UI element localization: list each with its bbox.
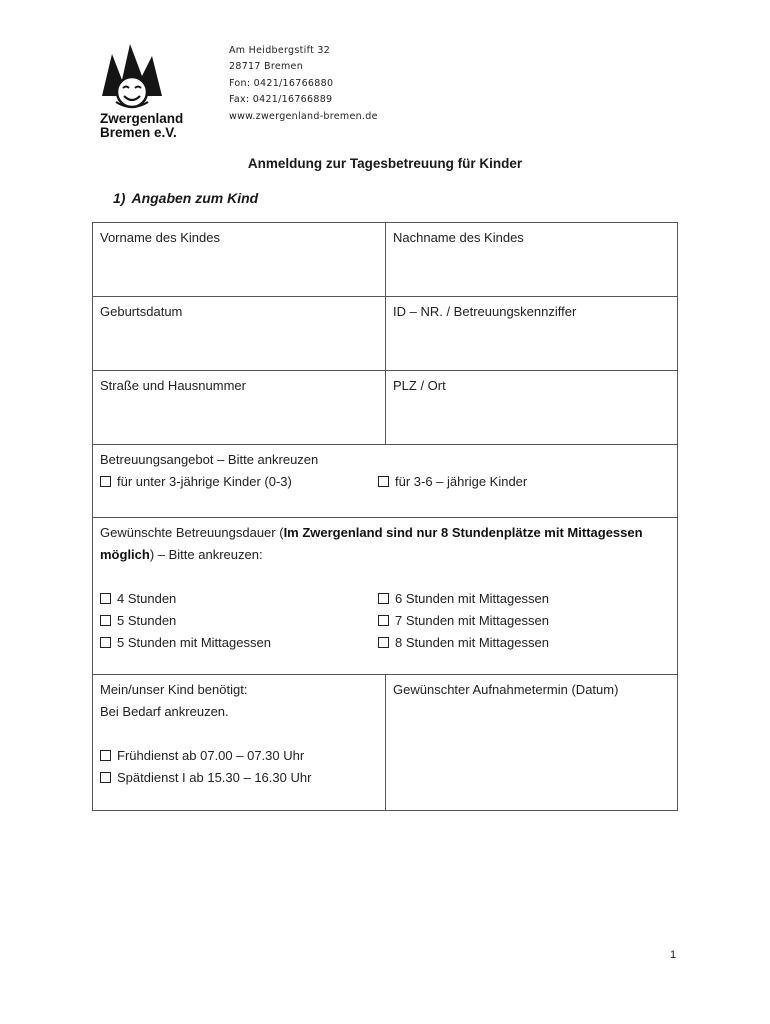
section-heading <box>113 190 258 206</box>
betreuungsangebot-cell <box>93 445 677 517</box>
address-city: 28717 Bremen <box>229 61 304 73</box>
option-fruehdienst[interactable]: Frühdienst ab 07.00 – 07.30 Uhr <box>100 745 378 767</box>
option-8-stunden-mittag[interactable]: 8 Stunden mit Mittagessen <box>378 632 549 654</box>
registration-form-table <box>92 222 678 811</box>
option-4-stunden[interactable]: 4 Stunden <box>100 588 378 610</box>
checkbox-icon[interactable] <box>378 615 389 626</box>
form-row-betreuungsdauer <box>93 518 677 675</box>
option-unter-3[interactable]: für unter 3-jährige Kinder (0-3) <box>100 471 378 493</box>
checkbox-icon[interactable] <box>100 750 111 761</box>
zwergenland-logo-icon <box>96 40 168 112</box>
page-number: 1 <box>670 949 677 961</box>
strasse-label: Straße und Hausnummer <box>100 378 246 393</box>
section-title: Angaben zum Kind <box>131 190 259 206</box>
strasse-field[interactable] <box>93 371 386 444</box>
bedarf-hint: Bei Bedarf ankreuzen. <box>100 704 229 719</box>
option-6-stunden-mittag[interactable]: 6 Stunden mit Mittagessen <box>378 588 549 610</box>
nachname-label: Nachname des Kindes <box>393 230 524 245</box>
geburtsdatum-label: Geburtsdatum <box>100 304 183 319</box>
checkbox-icon[interactable] <box>378 476 389 487</box>
checkbox-icon[interactable] <box>100 637 111 648</box>
betreuungsdauer-cell <box>93 518 677 674</box>
option-7-stunden-mittag[interactable]: 7 Stunden mit Mittagessen <box>378 610 549 632</box>
plz-ort-field[interactable] <box>386 371 677 444</box>
kind-benoetigt-cell <box>93 675 386 810</box>
address-phone: Fon: 0421/16766880 <box>229 77 334 89</box>
aufnahmetermin-field[interactable] <box>386 675 677 810</box>
checkbox-icon[interactable] <box>378 637 389 648</box>
checkbox-icon[interactable] <box>100 772 111 783</box>
address-fax: Fax: 0421/16766889 <box>229 94 333 106</box>
betreuungsdauer-label: Gewünschte Betreuungsdauer (Im Zwergenland sind nur 8 Stundenplätze mit Mittagessen möglich) – Bitte ankreuzen: <box>100 525 643 562</box>
vorname-label: Vorname des Kindes <box>100 230 220 245</box>
address-block <box>229 43 378 125</box>
option-3-6[interactable]: für 3-6 – jährige Kinder <box>378 471 527 493</box>
section-number: 1) <box>113 190 126 206</box>
kind-benoetigt-label: Mein/unser Kind benötigt: <box>100 682 248 697</box>
aufnahmetermin-label: Gewünschter Aufnahmetermin (Datum) <box>393 682 619 697</box>
option-5-stunden-mittag[interactable]: 5 Stunden mit Mittagessen <box>100 632 378 654</box>
form-row-name <box>93 223 677 297</box>
form-row-address <box>93 371 677 445</box>
plz-label: PLZ / Ort <box>393 378 446 393</box>
form-row-birth <box>93 297 677 371</box>
checkbox-icon[interactable] <box>100 476 111 487</box>
address-website: www.zwergenland-bremen.de <box>229 110 378 122</box>
logo-name: Zwergenland Bremen e.V. <box>100 111 184 140</box>
geburtsdatum-field[interactable] <box>93 297 386 370</box>
form-row-zusatz <box>93 675 677 810</box>
logo <box>96 40 206 140</box>
betreuungsdauer-note: Im Zwergenland sind nur 8 Stundenplätze mit Mittagessen möglich <box>100 525 643 562</box>
betreuungsangebot-label: Betreuungsangebot – Bitte ankreuzen <box>100 452 319 467</box>
option-spaetdienst[interactable]: Spätdienst I ab 15.30 – 16.30 Uhr <box>100 767 378 789</box>
id-field[interactable] <box>386 297 677 370</box>
document-title: Anmeldung zur Tagesbetreuung für Kinder <box>247 156 523 171</box>
form-row-betreuungsangebot <box>93 445 677 518</box>
checkbox-icon[interactable] <box>378 593 389 604</box>
option-5-stunden[interactable]: 5 Stunden <box>100 610 378 632</box>
address-street: Am Heidbergstift 32 <box>229 45 331 56</box>
vorname-field[interactable] <box>93 223 386 296</box>
id-label: ID – NR. / Betreuungskennziffer <box>393 304 577 319</box>
checkbox-icon[interactable] <box>100 593 111 604</box>
nachname-field[interactable] <box>386 223 677 296</box>
checkbox-icon[interactable] <box>100 615 111 626</box>
